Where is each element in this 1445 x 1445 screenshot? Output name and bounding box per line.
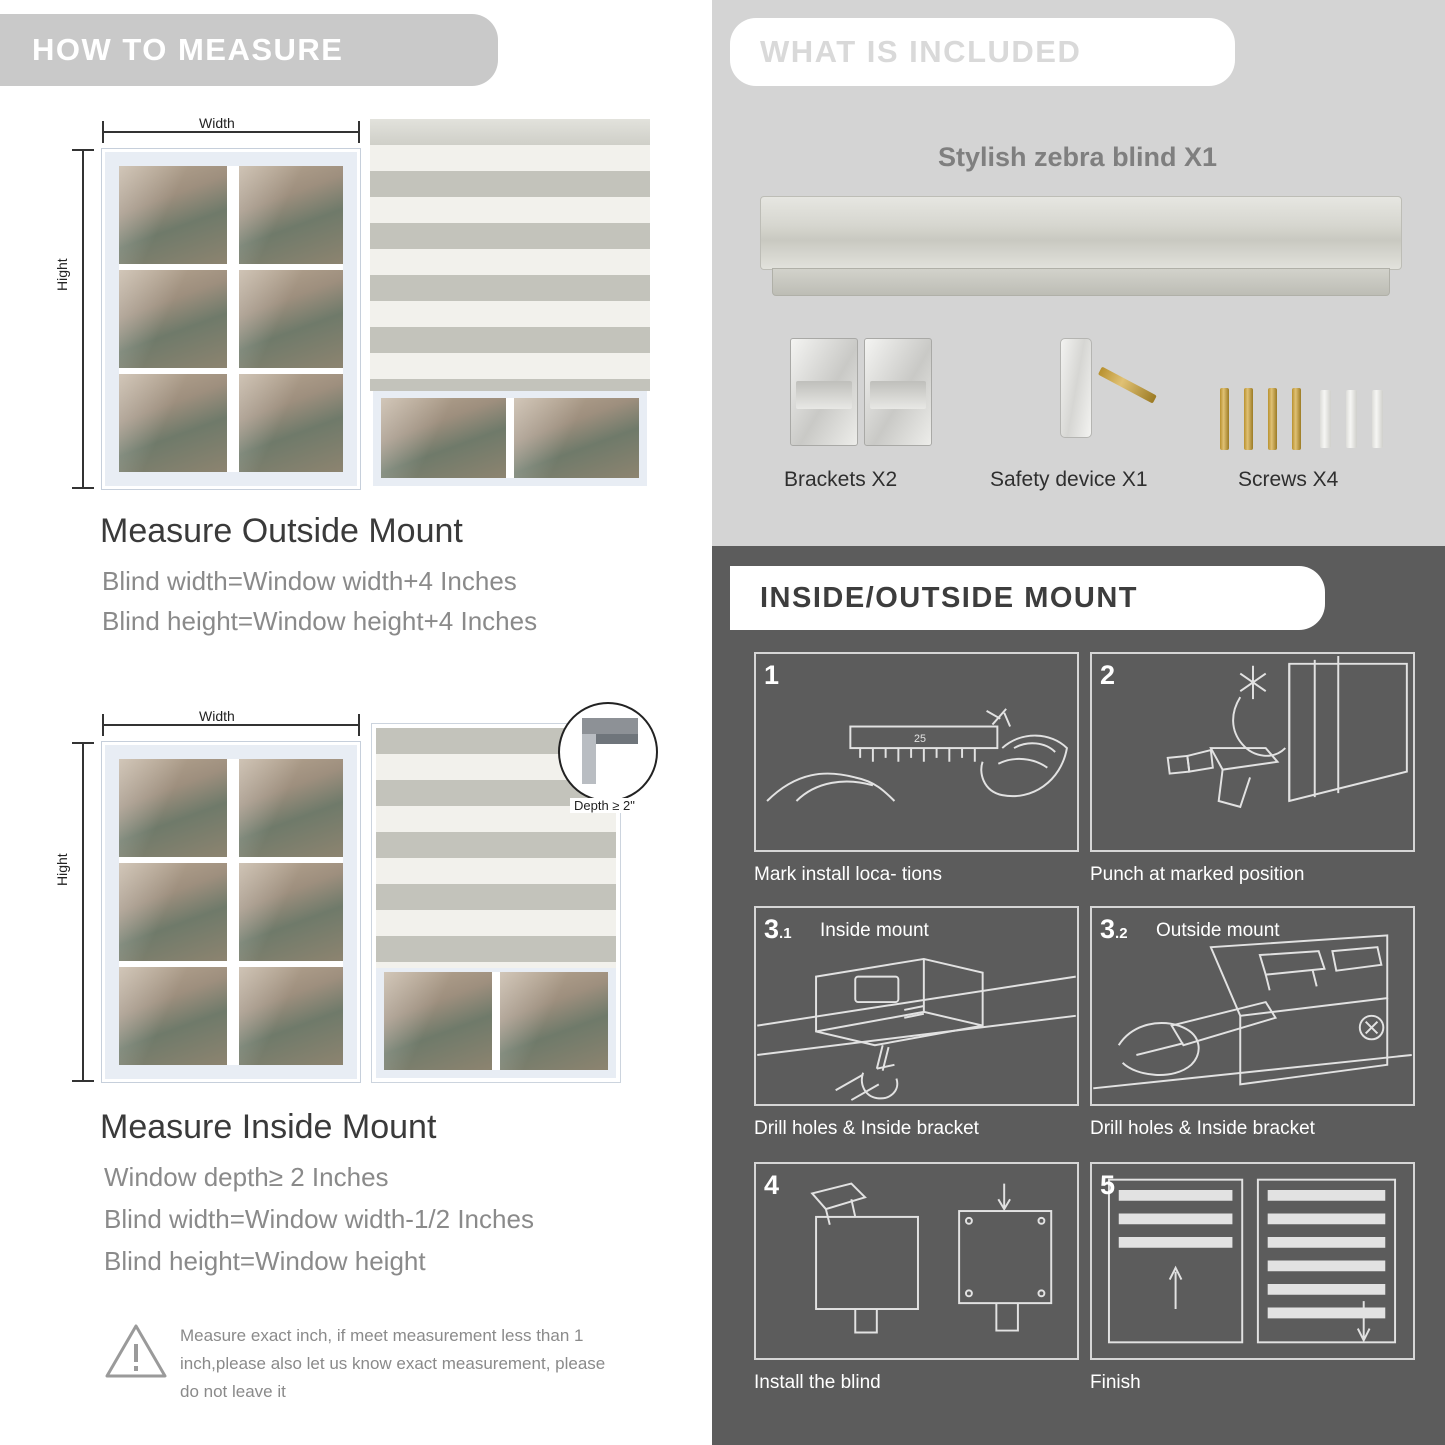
blind-window-pane-grid — [384, 972, 608, 1070]
blind-exposed-window — [376, 964, 616, 1078]
step-2 — [1090, 652, 1415, 892]
window-pane — [234, 759, 343, 857]
blind-window-pane-grid — [381, 398, 639, 478]
what-is-included-banner — [730, 18, 1235, 86]
window-mullion-vertical — [227, 166, 239, 472]
step-4-number: 4 — [764, 1170, 780, 1200]
inside-window-graphic — [102, 742, 360, 1082]
inside-mount-illustration — [54, 700, 670, 1100]
how-to-measure-banner-label: HOW TO MEASURE — [32, 32, 344, 67]
depth-label: Depth ≥ 2" — [570, 798, 639, 813]
zebra-blind-stripes — [370, 119, 650, 391]
window-pane — [514, 398, 639, 478]
outside-width-label: Width — [195, 115, 239, 131]
wall-anchor-3 — [1372, 390, 1383, 448]
window-pane — [119, 270, 228, 368]
outside-width-tick-right — [358, 121, 360, 143]
step-3-2-caption: Drill holes & Inside bracket — [1090, 1118, 1315, 1139]
window-mullion-vertical — [227, 759, 239, 1065]
window-pane — [119, 759, 228, 857]
step-3-1 — [754, 906, 1079, 1156]
step-2-caption: Punch at marked position — [1090, 864, 1305, 885]
inside-mount-line-3: Blind height=Window height — [104, 1246, 426, 1276]
window-pane — [234, 863, 343, 961]
inside-width-tick-right — [358, 714, 360, 736]
window-pane — [119, 863, 228, 961]
step-3-1-inline-label: Inside mount — [820, 920, 929, 941]
outside-width-tick-left — [102, 121, 104, 143]
warning-triangle-icon — [104, 1322, 168, 1380]
outside-height-tick-bottom — [72, 487, 94, 489]
window-pane — [234, 374, 343, 472]
included-item-caption-screws: Screws X4 — [1238, 468, 1339, 491]
outside-height-tick-top — [72, 149, 94, 151]
step-3-1-illustration — [754, 906, 1079, 1106]
step-3-2-major: 3 — [1100, 914, 1116, 944]
screw-part-2 — [1244, 388, 1253, 450]
window-pane — [384, 972, 492, 1070]
window-pane — [119, 967, 228, 1065]
step-5-number: 5 — [1100, 1170, 1116, 1200]
measure-note-text: Measure exact inch, if meet measurement less than 1 inch,please also let us know exact measurement, please do not leave it — [180, 1326, 606, 1401]
blind-exposed-window — [370, 387, 650, 489]
inside-mount-heading: Measure Inside Mount — [100, 1108, 437, 1146]
inside-mount-line-2: Blind width=Window width-1/2 Inches — [104, 1204, 534, 1234]
screw-part-3 — [1268, 388, 1277, 450]
inside-outside-mount-banner-label: INSIDE/OUTSIDE MOUNT — [760, 581, 1139, 614]
step-3-2 — [1090, 906, 1415, 1156]
right-column — [712, 0, 1445, 1445]
inside-height-dimension-line — [82, 742, 84, 1082]
inside-width-tick-left — [102, 714, 104, 736]
wall-anchor-1 — [1320, 390, 1331, 448]
step-3-1-number — [764, 914, 792, 945]
inside-height-tick-top — [72, 742, 94, 744]
window-pane — [500, 972, 608, 1070]
step-3-1-minor: .1 — [779, 925, 792, 942]
bracket-part-2 — [864, 338, 932, 446]
included-product-title: Stylish zebra blind X1 — [938, 142, 1218, 172]
screw-part-4 — [1292, 388, 1301, 450]
safety-device-screw — [1098, 367, 1157, 404]
finished-blinds-sketch — [1092, 1164, 1413, 1358]
bracket-part-1 — [790, 338, 858, 446]
depth-detail-callout — [558, 702, 658, 802]
install-blind-sketch — [756, 1164, 1077, 1358]
outside-window-graphic — [102, 149, 360, 489]
svg-text:25: 25 — [914, 733, 927, 746]
inside-height-label: Hight — [54, 849, 70, 890]
step-3-1-major: 3 — [764, 914, 780, 944]
step-4-caption: Install the blind — [754, 1372, 881, 1393]
window-pane — [234, 166, 343, 264]
outside-mount-illustration — [54, 105, 660, 505]
step-3-2-number — [1100, 914, 1128, 945]
window-pane — [119, 374, 228, 472]
outside-mount-line-2: Blind height=Window height+4 Inches — [102, 606, 538, 636]
inside-width-label: Width — [195, 708, 239, 724]
step-5 — [1090, 1162, 1415, 1412]
step-1-caption: Mark install loca- tions — [754, 864, 942, 885]
step-3-2-illustration — [1090, 906, 1415, 1106]
step-3-2-minor: .2 — [1115, 925, 1128, 942]
zebra-blind-bottom-rail — [772, 268, 1390, 296]
window-pane — [381, 398, 506, 478]
step-1 — [754, 652, 1079, 892]
included-item-caption-brackets: Brackets X2 — [784, 468, 898, 491]
inside-mount-line-1: Window depth≥ 2 Inches — [104, 1162, 389, 1192]
inside-outside-mount-banner — [730, 566, 1325, 630]
step-2-illustration — [1090, 652, 1415, 852]
outside-height-dimension-line — [82, 149, 84, 489]
inside-outside-mount-panel — [712, 546, 1445, 1445]
zebra-blind-product-graphic — [760, 196, 1402, 270]
step-2-number: 2 — [1100, 660, 1116, 690]
drill-punch-sketch — [1092, 654, 1413, 850]
blind-headrail — [370, 119, 650, 145]
outside-height-label: Hight — [54, 254, 70, 295]
window-pane — [234, 967, 343, 1065]
inside-height-tick-bottom — [72, 1080, 94, 1082]
included-item-caption-safety: Safety device X1 — [990, 468, 1148, 491]
what-is-included-panel — [712, 0, 1445, 546]
step-1-illustration — [754, 652, 1079, 852]
window-pane — [234, 270, 343, 368]
outside-mount-heading: Measure Outside Mount — [100, 512, 463, 550]
outside-mount-line-1: Blind width=Window width+4 Inches — [102, 566, 517, 596]
how-to-measure-column — [0, 0, 712, 1445]
hand-measuring-sketch — [756, 654, 1077, 850]
how-to-measure-banner — [0, 14, 498, 86]
what-is-included-banner-label: WHAT IS INCLUDED — [760, 34, 1082, 69]
step-4-illustration — [754, 1162, 1079, 1360]
screw-part-1 — [1220, 388, 1229, 450]
step-4 — [754, 1162, 1079, 1412]
step-1-number: 1 — [764, 660, 780, 690]
safety-device-part — [1060, 338, 1092, 438]
step-5-illustration — [1090, 1162, 1415, 1360]
step-5-caption: Finish — [1090, 1372, 1141, 1393]
window-pane — [119, 166, 228, 264]
outside-mount-blind-graphic — [370, 119, 650, 489]
step-3-2-inline-label: Outside mount — [1156, 920, 1280, 941]
inside-width-dimension-line — [102, 724, 360, 726]
wall-anchor-2 — [1346, 390, 1357, 448]
outside-width-dimension-line — [102, 131, 360, 133]
step-3-1-caption: Drill holes & Inside bracket — [754, 1118, 979, 1139]
